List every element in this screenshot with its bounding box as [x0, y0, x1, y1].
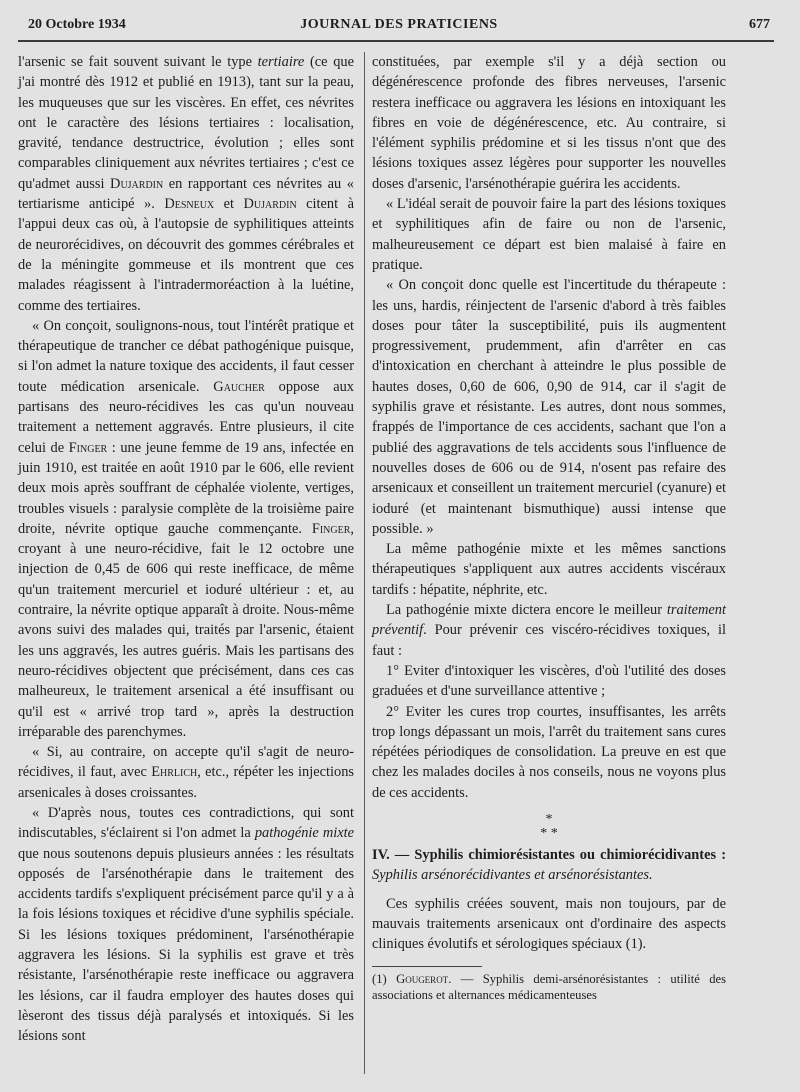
column-divider: [364, 52, 365, 1074]
author-name: Ehrlich: [151, 764, 198, 781]
paragraph: « On conçoit donc quelle est l'incertitude du thérapeute : les uns, hardis, réinjectent de l'arsenic d'abord à très faibles doses pour tâter la susceptibilité, puis ils augmentent progressivement, prudemment, afin d'arrêter en cas d'intoxication en cherchant à atteindre le plus possible de hautes doses, 0,60 de 606, 0,90 de 914, car il s'agit de syphilis grave et résistante. Les autres, dont nous sommes, frappés de l'importance de ces accidents, sachant que l'on a publié des aggravations de tels accidents sous l'influence de nouvelles doses de 606 ou de 914, n'osent pas refaire des arsenicaux et conseillent un traitement mercuriel (cyanure) et ioduré (et maintenant bismuthique) aussi intense que possible. »: [372, 277, 726, 537]
paragraph: « On conçoit, soulignons-nous, tout l'intérêt pratique et thérapeutique de trancher ce débat pathogénique puisque, si l'on admet la nature toxique des accidents, il faut cesser toute médication arsenicale. Gaucher oppose aux partisans des neuro-récidives les cas qu'un nouveau traitement a nettement aggravés. Entre plusieurs, il cite celui de Finger : une jeune femme de 19 ans, infectée en juin 1910, est traitée en août 1910 par le 606, elle revient deux mois après souffrant de céphalée violente, vertiges, troubles visuels : paralysie complète de la troisième paire droite, névrite optique gauche commençante. Finger, croyant à une neuro-récidive, fait le 12 octobre une injection de 0,45 de 606 qui reste inefficace, de même qu'un traitement mercuriel et ioduré ultérieur : et, au contraire, la névrite optique apparaît à droite. Nous-même avons suivi des malades qui, traités par l'arsenic, étaient les uns aggravés, les autres guéris. Mais les partisans des neuro-récidives objectent que précisément, dans ces cas malheureux, le traitement arsenical a été insuffisant ou qu'il est « arrivé trop tard », après la destruction irréparable des parenchymes.: [18, 317, 354, 740]
running-header: [28, 17, 770, 39]
list-item: 2° Eviter les cures trop courtes, insuffisantes, les arrêts trop longs dépassant un mois, l'arrêt du traitement sans cures répétées périodiques de consolidation. La preuve en est que chez les malades dociles à nos conseils, nous ne voyons plus de ces accidents.: [372, 703, 726, 801]
paragraph: « Si, au contraire, on accepte qu'il s'agit de neuro-récidives, il faut, avec Ehrlich, etc., répéter les injections arsenicales à doses croissantes.: [18, 744, 354, 801]
author-name: Gougerot: [396, 972, 449, 987]
header-rule: [18, 40, 774, 42]
paragraph: « L'idéal serait de pouvoir faire la part des lésions toxiques et syphilitiques afin de faire ou non de l'arsenic, malheureusement ce départ est bien malaisé à faire en pratique.: [372, 196, 726, 273]
paragraph: Ces syphilis créées souvent, mais non toujours, par de mauvais traitements arsenicaux ont d'ordinaire des aspects cliniques évolutifs et sérologiques spéciaux (1).: [372, 895, 726, 953]
paragraph: La même pathogénie mixte et les mêmes sanctions thérapeutiques s'appliquent aux autres accidents viscéraux tardifs : hépatite, néphrite, etc.: [372, 541, 726, 598]
right-column: [372, 52, 726, 1003]
author-name: Dujardin: [110, 175, 164, 192]
footnote-rule: [372, 966, 482, 967]
header-journal-title: JOURNAL DES PRATICIENS: [300, 17, 498, 32]
paragraph: « D'après nous, toutes ces contradictions, qui sont indiscutables, s'éclairent si l'on admet la pathogénie mixte que nous soutenons depuis plusieurs années : les résultats opposés de l'arsénothérapie dans le traitement des accidents tardifs s'expliquent précisément parce qu'il y a à la fois lésions toxiques et récidive d'une syphilis spéciale. Si les lésions toxiques prédominent, l'arsénothérapie aggravera les lésions. Si la syphilis est grave et très résistante, l'arsénothérapie reste inefficace ou aggravera les lésions, car il faudra employer des hautes doses qui lèseront des tissus déjà paralysés et intoxiqués. Si les lésions sont: [18, 804, 354, 1045]
author-name: Dujardin: [243, 196, 297, 213]
header-page-number: 677: [749, 17, 770, 32]
author-name: Finger: [311, 520, 351, 537]
paragraph: l'arsenic se fait souvent suivant le type tertiaire (ce que j'ai montré dès 1912 et publié en 1913), tant sur la peau, les muqueuses que sur les viscères. En effet, ces névrites ont le caractère des lésions tertiaires : localisation, gravité, tendance destructrice, évolution ; elles sont comparables cliniquement aux névrites tertiaires ; c'est ce qu'admet aussi Dujardin en rapportant ces névrites au « tertiarisme anticipé ». Desneux et Dujardin citent à l'appui deux cas où, à l'autopsie de syphilitiques atteints de neurorécidives, on découvrit des gommes cérébrales et de la méningite gommeuse et ils montrent que ces malades réagissent à l'intradermoréaction à la luétine, comme des tertiaires.: [18, 54, 354, 314]
left-column: [18, 52, 354, 1047]
paragraph: La pathogénie mixte dictera encore le meilleur traitement préventif. Pour prévenir ces viscéro-récidives toxiques, il faut :: [372, 602, 726, 659]
section-separator-asterism: * * *: [540, 811, 558, 841]
author-name: Gaucher: [213, 378, 265, 395]
section-heading: IV. — Syphilis chimiorésistantes ou chimiorécidivantes : Syphilis arsénorécidivantes et arsénorésistantes.: [372, 846, 726, 884]
footnote: (1) Gougerot. — Syphilis demi-arsénorésistantes : utilité des associations et alternances médicamenteuses: [372, 972, 726, 1003]
header-date: 20 Octobre 1934: [28, 17, 126, 32]
author-name: Finger: [68, 439, 108, 456]
author-name: Desneux: [164, 196, 215, 213]
list-item: 1° Eviter d'intoxiquer les viscères, d'où l'utilité des doses graduées et d'une surveillance attentive ;: [372, 662, 726, 700]
paragraph: constituées, par exemple s'il y a déjà section ou dégénérescence profonde des fibres nerveuses, l'arsenic restera inefficace ou aggravera les lésions en intoxiquant les fibres en voie de dégénérescence, etc. Au contraire, si l'élément syphilis prédomine et si les tissus n'ont que des lésions toxiques assez légères pour supporter les nouvelles doses d'arsenic, l'arsénothérapie guérira les accidents.: [372, 54, 726, 192]
